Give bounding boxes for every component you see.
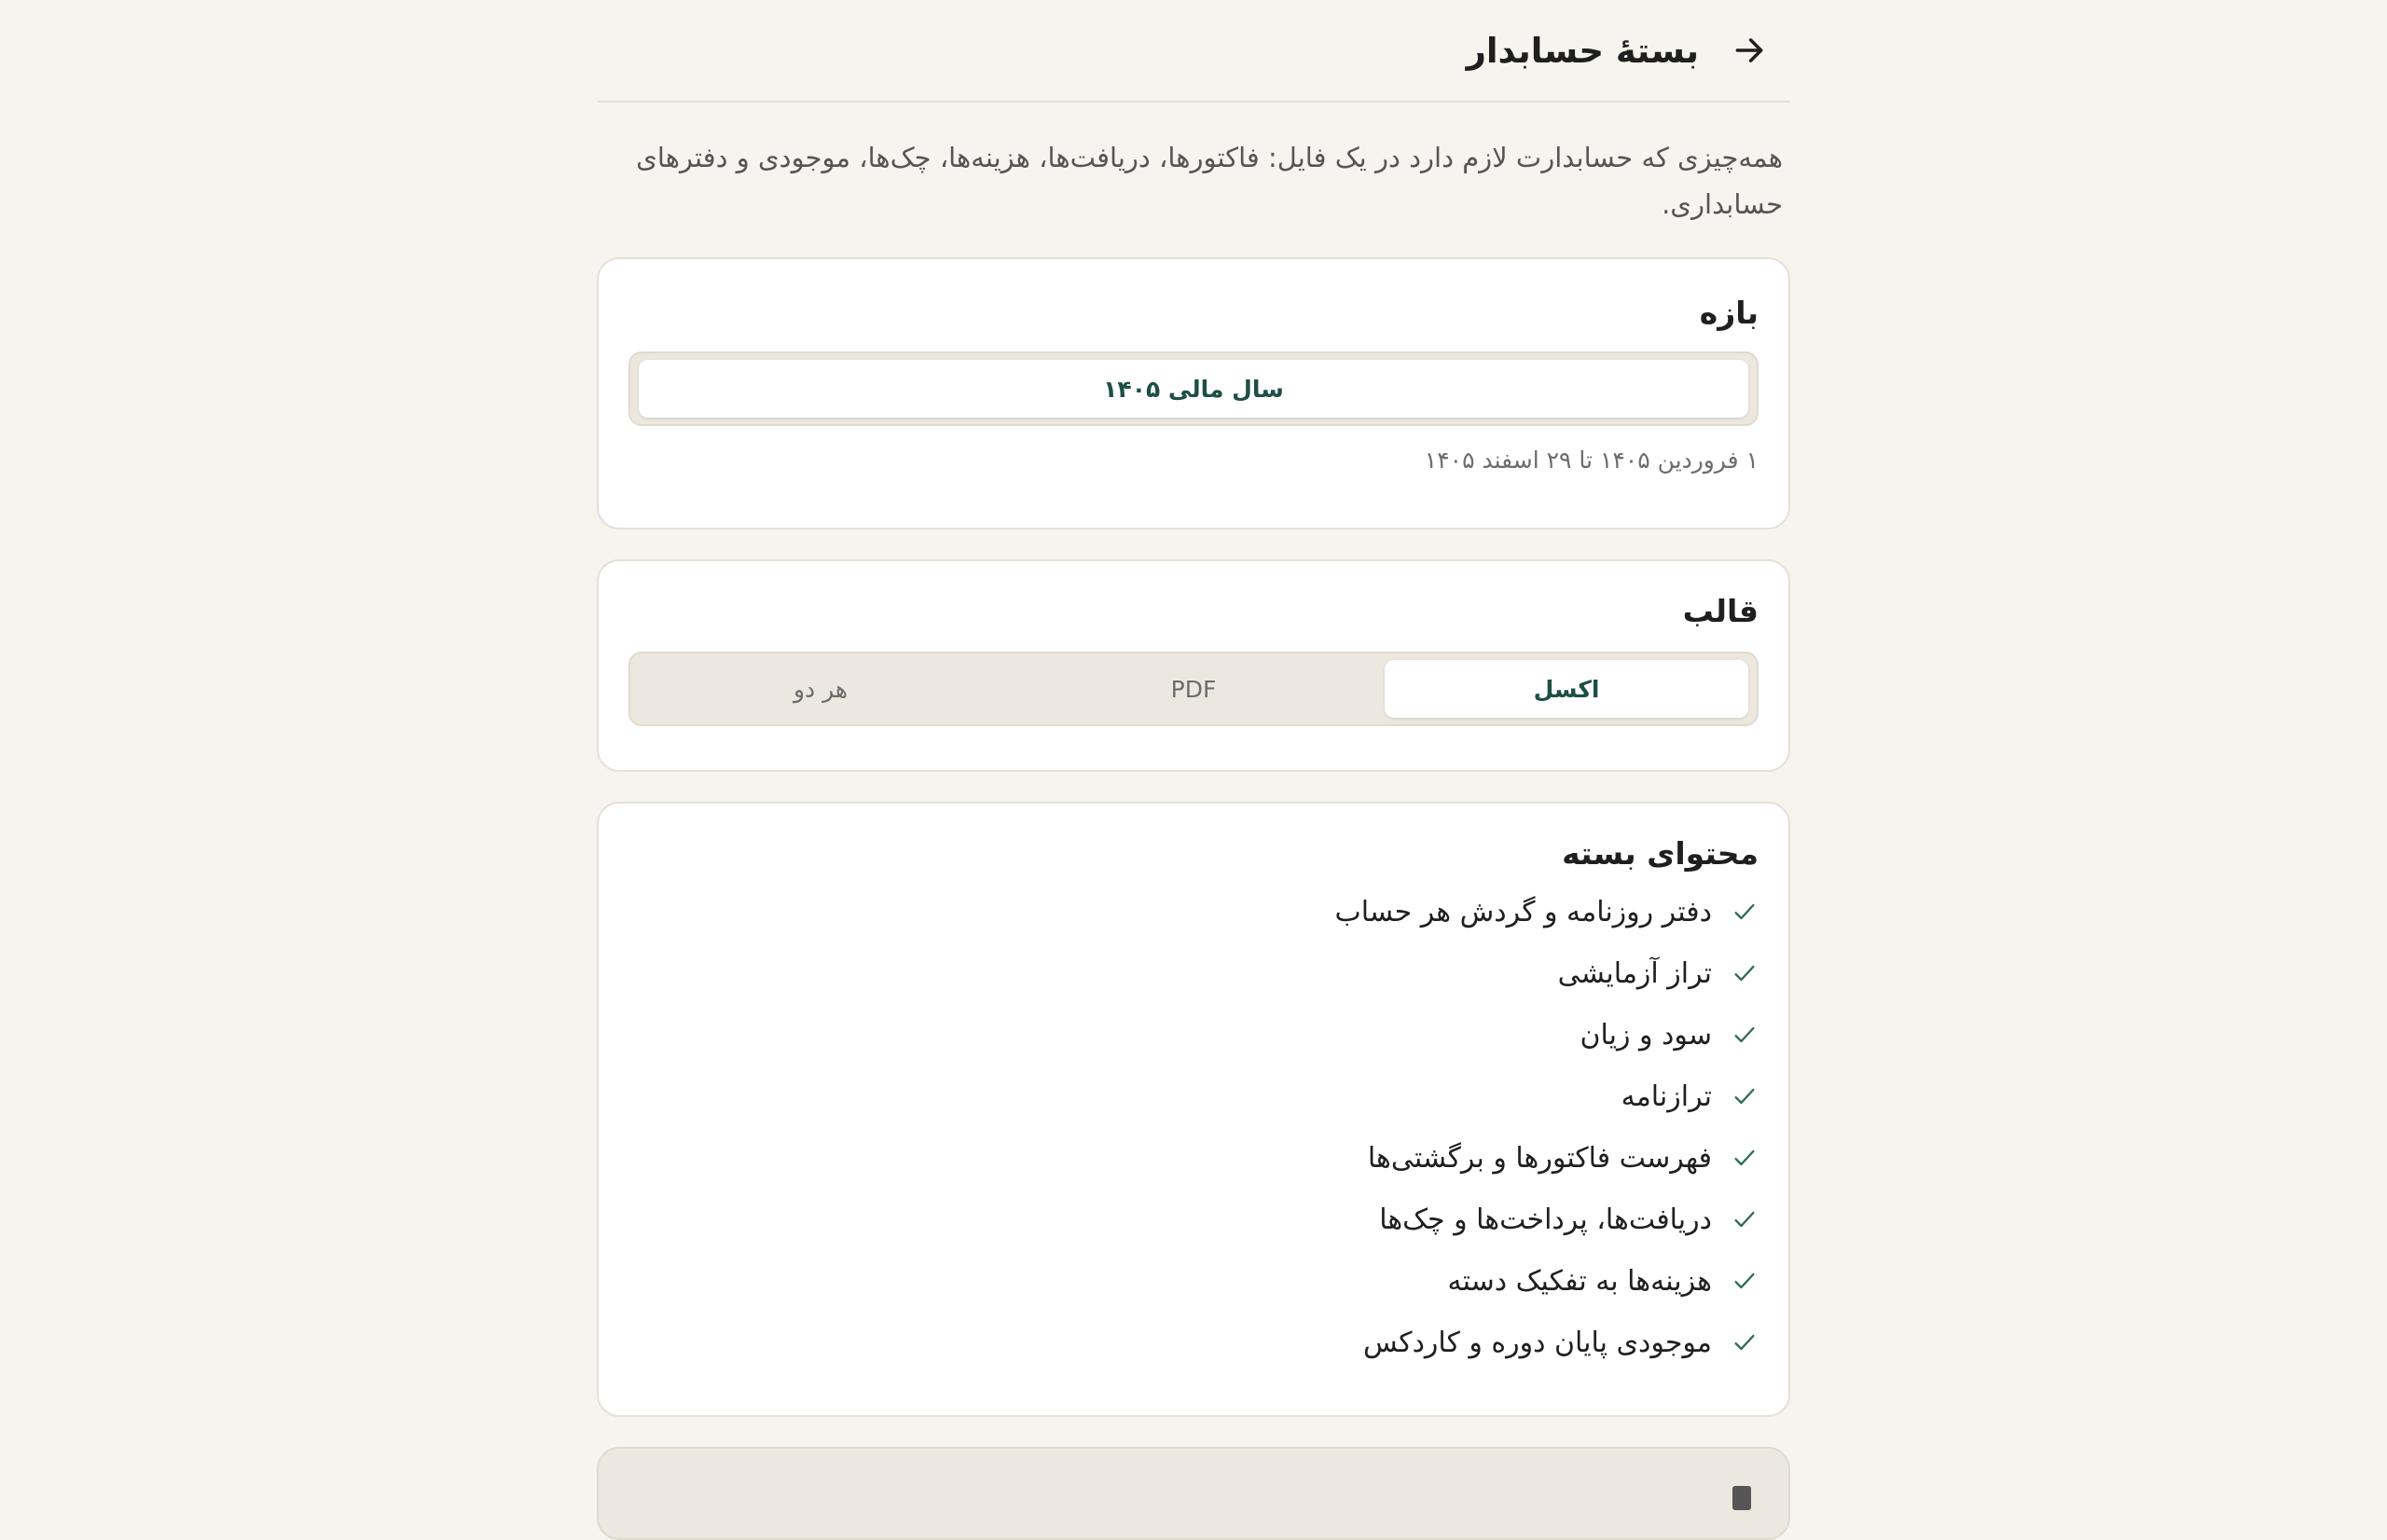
list-item-label: هزینه‌ها به تفکیک دسته [1447, 1264, 1712, 1298]
list-item [628, 1189, 1759, 1250]
bookmark-icon [1732, 1486, 1751, 1510]
contents-card [597, 802, 1790, 1417]
contents-title: محتوای بسته [1562, 835, 1759, 872]
arrow-right-icon [1732, 33, 1767, 68]
check-icon [1731, 1267, 1759, 1295]
range-dates: ۱ فروردین ۱۴۰۵ تا ۲۹ اسفند ۱۴۰۵ [1424, 447, 1759, 474]
check-icon [1731, 1328, 1759, 1356]
info-note [597, 1447, 1790, 1540]
format-card [597, 559, 1790, 772]
range-title: بازه [1699, 295, 1759, 331]
format-selector [628, 652, 1759, 726]
check-icon [1731, 1082, 1759, 1110]
format-option-pdf[interactable]: PDF [1170, 675, 1217, 703]
range-option-fiscal-year[interactable]: سال مالی ۱۴۰۵ [639, 360, 1748, 418]
list-item-label: دفتر روزنامه و گردش هر حساب [1334, 895, 1712, 928]
check-icon [1731, 1205, 1759, 1233]
format-option-excel[interactable]: اکسل [1385, 660, 1748, 718]
list-item [628, 942, 1759, 1004]
list-item [628, 1127, 1759, 1189]
list-item-label: موجودی پایان دوره و کاردکس [1363, 1326, 1712, 1359]
list-item-label: تراز آزمایشی [1557, 956, 1712, 990]
contents-list [628, 881, 1759, 1373]
page-description: همه‌چیزی که حسابدارت لازم دارد در یک فایل: فاکتورها، دریافت‌ها، هزینه‌ها، چک‌ها، موجودی و دفترهای حسابداری. [636, 142, 1783, 220]
list-item [628, 1004, 1759, 1066]
format-option-both[interactable]: هر دو [793, 675, 849, 703]
list-item [628, 1312, 1759, 1373]
list-item-label: فهرست فاکتورها و برگشتی‌ها [1367, 1141, 1712, 1175]
list-item-label: سود و زیان [1580, 1018, 1712, 1052]
check-icon [1731, 1021, 1759, 1049]
check-icon [1731, 898, 1759, 926]
check-icon [1731, 959, 1759, 987]
back-button[interactable] [1723, 24, 1775, 76]
list-item [628, 1066, 1759, 1127]
page-header [597, 0, 1790, 103]
range-card [597, 257, 1790, 529]
list-item [628, 1250, 1759, 1312]
format-title: قالب [1682, 593, 1759, 629]
list-item [628, 881, 1759, 942]
list-item-label: ترازنامه [1621, 1079, 1712, 1113]
page-title: بستهٔ حسابدار [1466, 30, 1699, 71]
check-icon [1731, 1144, 1759, 1172]
accountant-package-page [597, 0, 1790, 1492]
range-selector [628, 351, 1759, 426]
list-item-label: دریافت‌ها، پرداخت‌ها و چک‌ها [1379, 1203, 1712, 1236]
